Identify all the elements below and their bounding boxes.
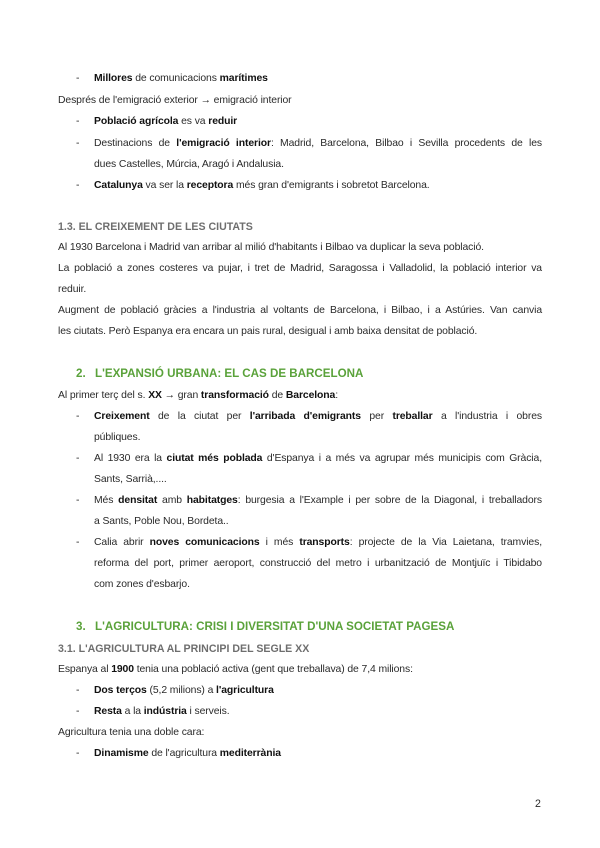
paragraph: Agricultura tenia una doble cara:	[58, 727, 205, 738]
list-item: Dos terços (5,2 milions) a l'agricultura	[94, 685, 274, 696]
bullet-dash: -	[76, 748, 80, 759]
list-item: Població agrícola es va reduir	[94, 116, 238, 127]
list-item: Al 1930 era la ciutat més poblada d'Espanya i a més va agrupar més municipis com Gràcia,	[94, 453, 542, 464]
bullet-dash: -	[76, 180, 80, 191]
paragraph-continuation: reduir.	[58, 284, 87, 295]
bullet-dash: -	[76, 411, 80, 422]
paragraph: La població a zones costeres va pujar, i tret de Madrid, Saragossa i Valladolid, la població interior va	[58, 263, 542, 274]
bullet-dash: -	[76, 138, 80, 149]
paragraph-continuation: les ciutats. Però Espanya era encara un pais rural, desigual i amb baixa densitat de població.	[58, 326, 478, 337]
list-item: Més densitat amb habitatges: burgesia a l'Example i per sobre de la Diagonal, i treballadors	[94, 495, 542, 506]
list-item: Calia abrir noves comunicacions i més transports: projecte de la Via Laietana, tramvies,	[94, 537, 542, 548]
list-item: Resta a la indústria i serveis.	[94, 706, 230, 717]
list-item-continuation: públiques.	[94, 432, 141, 443]
bullet-dash: -	[76, 116, 80, 127]
section-heading: 2. L'EXPANSIÓ URBANA: EL CAS DE BARCELONA	[76, 367, 364, 380]
list-item-continuation: dues Castelles, Múrcia, Aragó i Andalusia.	[94, 159, 284, 170]
list-item: Catalunya va ser la receptora més gran d'emigrants i sobretot Barcelona.	[94, 180, 430, 191]
list-item: Dinamisme de l'agricultura mediterrània	[94, 748, 281, 759]
paragraph: Espanya al 1900 tenia una població activa (gent que treballava) de 7,4 milions:	[58, 664, 413, 675]
page-number: 2	[535, 798, 541, 810]
paragraph: Al primer terç del s. XX → gran transformació de Barcelona:	[58, 390, 338, 401]
subsection-heading: 1.3. EL CREIXEMENT DE LES CIUTATS	[58, 221, 253, 233]
paragraph: Al 1930 Barcelona i Madrid van arribar al milió d'habitants i Bilbao va duplicar la seva població.	[58, 242, 484, 253]
list-item-continuation: a Sants, Poble Nou, Bordeta..	[94, 516, 229, 527]
paragraph: Després de l'emigració exterior → emigració interior	[58, 95, 292, 106]
bullet-dash: -	[76, 685, 80, 696]
list-item: Millores de comunicacions marítimes	[94, 73, 268, 84]
bullet-dash: -	[76, 706, 80, 717]
bullet-dash: -	[76, 495, 80, 506]
paragraph: Augment de població gràcies a l'industria al voltants de Barcelona, i Bilbao, i a Astúries. Van canvia	[58, 305, 542, 316]
section-heading: 3. L'AGRICULTURA: CRISI I DIVERSITAT D'UNA SOCIETAT PAGESA	[76, 620, 455, 633]
bullet-dash: -	[76, 537, 80, 548]
list-item: Destinacions de l'emigració interior: Madrid, Barcelona, Bilbao i Sevilla procedents de les	[94, 138, 542, 149]
bullet-dash: -	[76, 453, 80, 464]
list-item-continuation: com zones d'esbarjo.	[94, 579, 190, 590]
list-item: Creixement de la ciutat per l'arribada d'emigrants per treballar a l'industria i obres	[94, 411, 542, 422]
list-item-continuation: Sants, Sarrià,....	[94, 474, 167, 485]
subsection-heading: 3.1. L'AGRICULTURA AL PRINCIPI DEL SEGLE XX	[58, 643, 310, 655]
list-item-continuation: reforma del port, primer aeroport, construcció del metro i urbanització de Montjuïc i Tibidabo	[94, 558, 542, 569]
bullet-dash: -	[76, 73, 80, 84]
